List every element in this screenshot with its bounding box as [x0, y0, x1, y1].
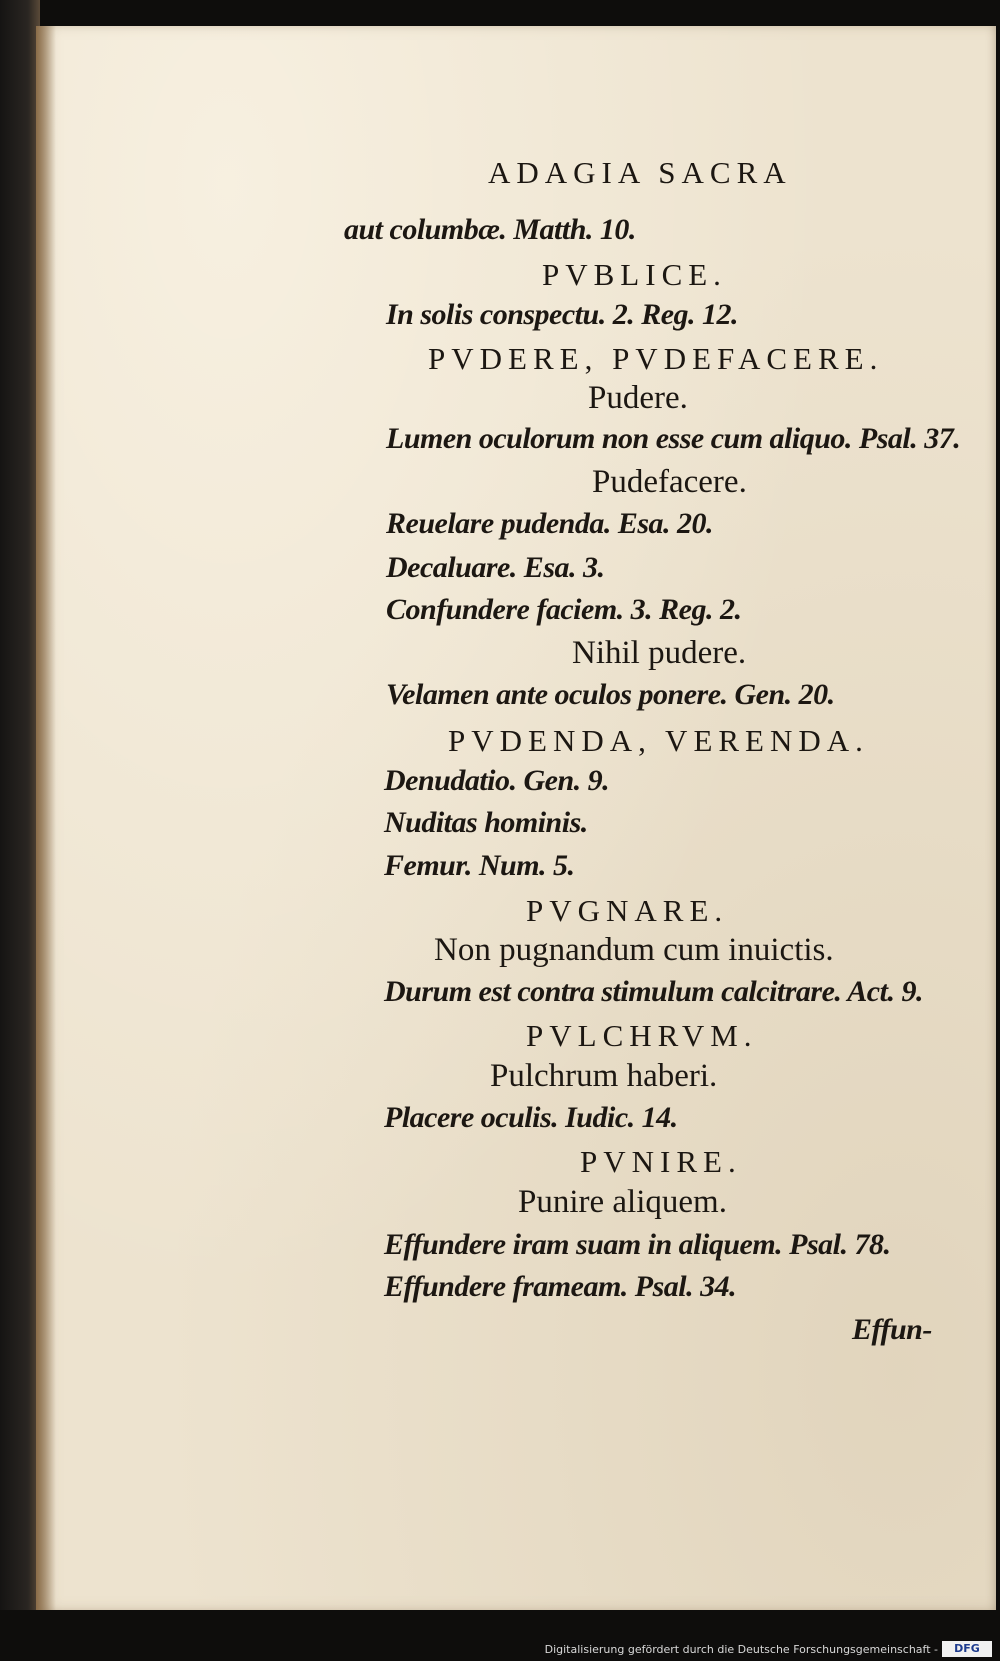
digitization-credit: Digitalisierung gefördert durch die Deutsche Forschungsgemeinschaft - — [544, 1643, 938, 1656]
subheading: Punire aliquem. — [518, 1184, 727, 1220]
text-line: Denudatio. Gen. 9. — [384, 764, 610, 797]
text-line: Effundere iram suam in aliquem. Psal. 78. — [384, 1228, 891, 1261]
subheading: Nihil pudere. — [572, 635, 747, 671]
section-heading: PVDERE, PVDEFACERE. — [428, 341, 884, 376]
text-line: Reuelare pudenda. Esa. 20. — [386, 507, 714, 540]
text-line: Durum est contra stimulum calcitrare. Act. 9. — [384, 975, 923, 1008]
text-line: In solis conspectu. 2. Reg. 12. — [386, 298, 739, 331]
text-line: Effundere frameam. Psal. 34. — [384, 1270, 737, 1303]
text-line: aut columbæ. Matth. 10. — [344, 213, 636, 246]
running-title: ADAGIA SACRA — [488, 155, 792, 190]
section-heading: PVBLICE. — [542, 257, 727, 292]
text-line: Femur. Num. 5. — [384, 849, 575, 882]
subheading: Pulchrum haberi. — [490, 1058, 718, 1094]
text-line: Lumen oculorum non esse cum aliquo. Psal. 37. — [386, 422, 961, 455]
page-gutter-shadow — [36, 26, 56, 1610]
text-line: Placere oculis. Iudic. 14. — [384, 1101, 678, 1134]
book-spine — [0, 0, 40, 1661]
subheading: Pudere. — [588, 380, 688, 416]
section-heading: PVDENDA, VERENDA. — [448, 723, 869, 758]
dfg-logo: DFG — [942, 1641, 992, 1657]
section-heading: PVNIRE. — [580, 1144, 742, 1179]
text-line: Velamen ante oculos ponere. Gen. 20. — [386, 678, 835, 711]
text-line: Decaluare. Esa. 3. — [386, 551, 605, 584]
section-heading: PVLCHRVM. — [526, 1018, 758, 1053]
text-line: Nuditas hominis. — [384, 806, 588, 839]
subheading: Non pugnandum cum inuictis. — [434, 932, 834, 968]
catchword: Effun- — [852, 1313, 932, 1346]
text-line: Confundere faciem. 3. Reg. 2. — [386, 593, 742, 626]
subheading: Pudefacere. — [592, 464, 747, 500]
section-heading: PVGNARE. — [526, 893, 729, 928]
